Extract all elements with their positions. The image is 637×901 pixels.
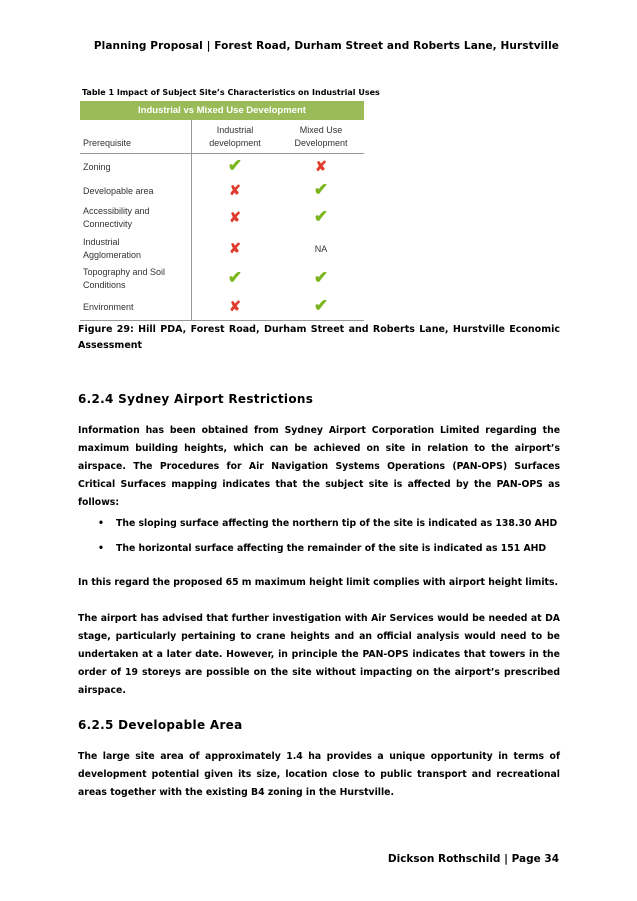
table-row <box>80 154 364 181</box>
table-caption: Table 1 Impact of Subject Site’s Characteristics on Industrial Uses <box>82 88 380 97</box>
bullet-icon: • <box>98 543 104 554</box>
cross-icon: ✘ <box>315 157 327 174</box>
bullet-list <box>78 515 560 565</box>
check-icon: ✔ <box>313 207 329 226</box>
row-label: Industrial Agglomeration <box>83 237 142 260</box>
row-label: Accessibility and Connectivity <box>83 206 150 229</box>
paragraph: The airport has advised that further investigation with Air Services would be needed at DA stage, particularly pertaining to crane heights and an official analysis would need to be undertaken at a later date. However, in principle the PAN-OPS indicates that towers in the order of 19 storeys are possible on the site without impacting on the airport’s prescribed airspace. <box>78 613 560 696</box>
paragraph: The large site area of approximately 1.4 ha provides a unique opportunity in terms of development potential given its size, location close to public transport and recreational areas together with the existing B4 zoning in the Hurstville. <box>78 751 560 798</box>
column-header-mixed-use: Mixed Use Development <box>278 120 364 154</box>
cross-icon: ✘ <box>229 239 241 256</box>
column-header-prerequisite: Prerequisite <box>80 120 192 154</box>
figure-caption: Figure 29: Hill PDA, Forest Road, Durham Street and Roberts Lane, Hurstville Economic Assessment <box>78 324 560 351</box>
check-icon: ✔ <box>313 268 329 287</box>
paragraph: In this regard the proposed 65 m maximum height limit complies with airport height limits. <box>78 577 559 588</box>
section-heading-developable-area: 6.2.5 Developable Area <box>78 718 243 732</box>
row-label: Developable area <box>83 185 154 196</box>
table-banner: Industrial vs Mixed Use Development <box>80 101 364 120</box>
impact-table <box>80 101 364 321</box>
na-value: NA <box>314 243 328 254</box>
list-item: • The sloping surface affecting the northern tip of the site is indicated as 138.30 AHD <box>78 515 560 540</box>
page-header: Planning Proposal | Forest Road, Durham Street and Roberts Lane, Hurstville <box>93 40 559 52</box>
check-icon: ✔ <box>313 180 329 199</box>
row-label: Topography and Soil Conditions <box>83 267 166 290</box>
bullet-icon: • <box>98 518 104 529</box>
row-label: Zoning <box>83 161 111 172</box>
table-row <box>80 234 364 264</box>
check-icon: ✔ <box>227 156 243 175</box>
paragraph: Information has been obtained from Sydney Airport Corporation Limited regarding the maximum building heights, which can be achieved on site in relation to the airport’s airspace. The Procedures for Air Navigation Systems Operations (PAN-OPS) Surfaces Critical Surfaces mapping indicates that the subject site is affected by the PAN-OPS as follows: <box>78 425 560 508</box>
cross-icon: ✘ <box>229 181 241 198</box>
table-row <box>80 264 364 294</box>
list-item: • The horizontal surface affecting the remainder of the site is indicated as 151 AHD <box>78 540 560 565</box>
cross-icon: ✘ <box>229 208 241 225</box>
page-footer: Dickson Rothschild | Page 34 <box>387 853 559 865</box>
row-label: Environment <box>80 294 192 321</box>
section-heading-airport: 6.2.4 Sydney Airport Restrictions <box>78 392 314 406</box>
check-icon: ✔ <box>313 296 329 315</box>
check-icon: ✔ <box>227 268 243 287</box>
column-header-industrial: Industrial development <box>192 120 278 154</box>
table-row <box>80 294 364 321</box>
cross-icon: ✘ <box>229 297 241 314</box>
table-row <box>80 180 364 202</box>
table-row <box>80 202 364 234</box>
